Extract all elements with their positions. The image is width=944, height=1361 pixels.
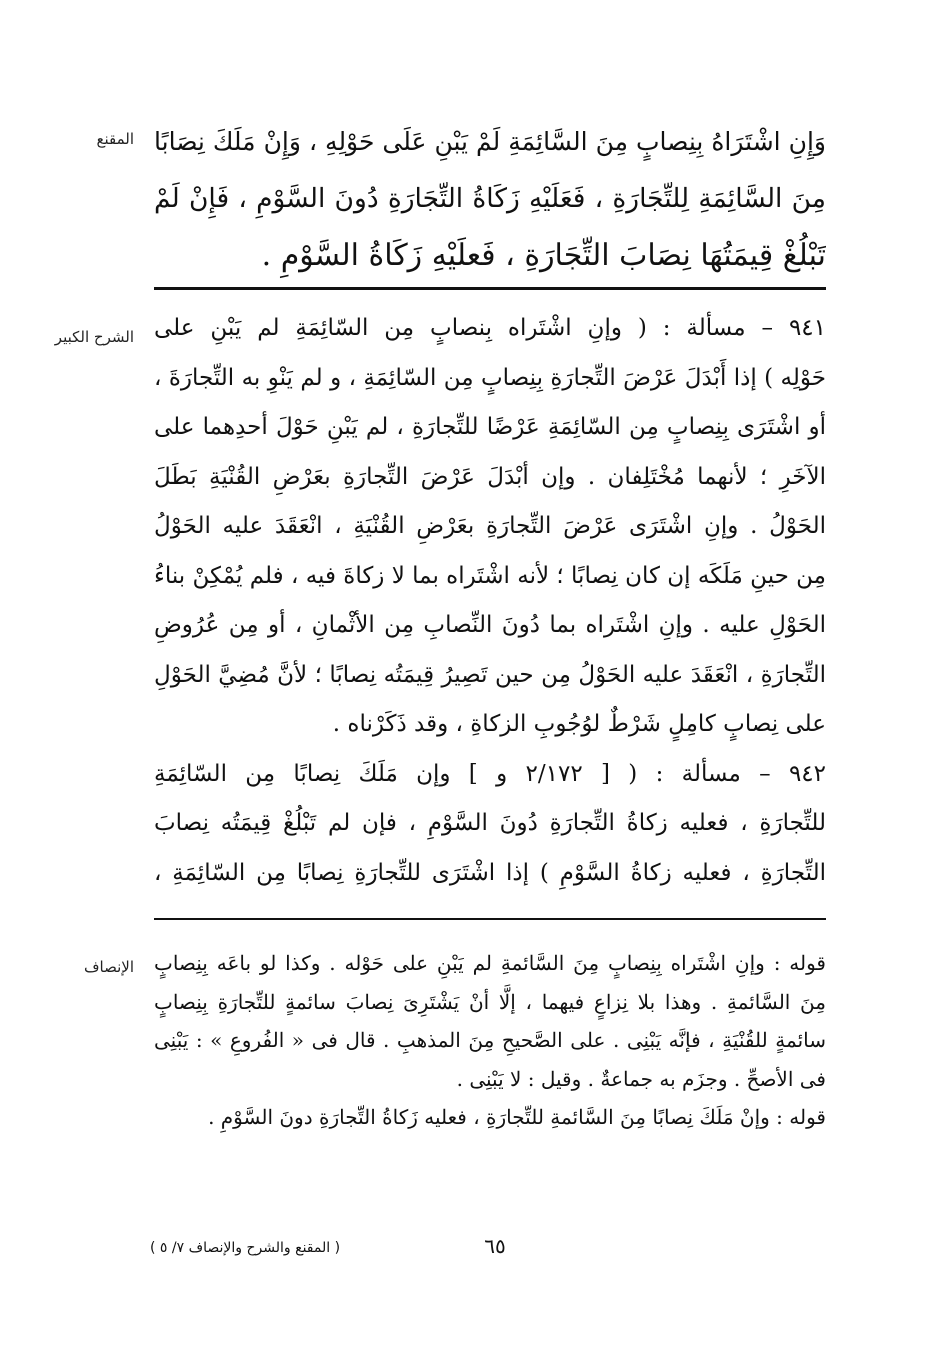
text-line: الحَوْلِ عليه . وإنِ اشْتَراه بما دُونَ النِّصابِ مِن الأثْمانِ ، أو مِن عُرُوضِ bbox=[154, 612, 826, 638]
muqni-text bbox=[154, 113, 826, 284]
text-line: ٩٤١ – مسألة : ( وإنِ اشْتَراه بِنصابٍ مِن السّائِمَةِ لم يَبْنِ على bbox=[154, 315, 826, 341]
text-line: فى الأصحِّ . وجزَم به جماعةٌ . وقيل : لا يَبْنِى . bbox=[456, 1066, 826, 1091]
text-line: قوله : وإنِ اشْتَراه بِنِصابٍ مِنَ السَّائمةِ لم يَبْنِ على حَوْله . وكذا لو باعَه بِنِصابٍ bbox=[154, 951, 826, 975]
page-number: ٦٥ bbox=[484, 1234, 506, 1258]
section-divider bbox=[154, 287, 826, 290]
text-line: قوله : وإنْ مَلَكَ نِصابًا مِنَ السَّائمةِ للتِّجارَةِ ، فعليه زَكاةُ التِّجارَةِ دونَ السَّوْمِ . bbox=[208, 1105, 826, 1129]
text-line: ٩٤٢ – مسألة : ( [ ٢/١٧٢ و ] وإن مَلَكَ نِصابًا مِن السّائِمَةِ bbox=[154, 760, 826, 787]
text-line: التِّجارَةِ ، انْعَقَدَ عليه الحَوْلُ مِن حين تَصِيرُ قِيمَتُه نِصابًا ؛ لأنَّ مُضِيَّ الحَوْلِ bbox=[154, 661, 826, 688]
footer-reference: ( المقنع والشرح والإنصاف ٧/ ٥ ) bbox=[150, 1240, 341, 1256]
margin-label-insaf: الإنصاف bbox=[83, 958, 134, 976]
text-line: الحَوْلُ . وإنِ اشْتَرَى عَرْضَ التِّجارَةِ بعَرْضِ القُنْيَةِ ، انْعَقَدَ عليه الحَوْلُ bbox=[154, 513, 826, 539]
text-line: على نِصابٍ كامِلٍ شَرْطٌ لوُجُوبِ الزكاةِ ، وقد ذَكَرْناه . bbox=[332, 711, 826, 737]
text-line: مِنَ السَّائمةِ . وهذا بلا نِزاعٍ فيهما ، إلَّا أنْ يَشْتَرِىَ نِصابَ سائمةٍ للتِّجارَةِ بِنِصابٍ bbox=[154, 989, 826, 1014]
text-line: تَبْلُغْ قِيمَتُهَا نِصَابَ التِّجَارَةِ ، فَعلَيْهِ زَكَاةُ السَّوْمِ . bbox=[261, 238, 826, 273]
text-line: للتِّجارَةِ ، فعليه زكاةُ التِّجارَةِ دُونَ السَّوْمِ ، فإن لم تَبْلُغْ قِيمَتُه نِصابَ bbox=[154, 810, 826, 836]
text-line: سائمةٍ للقُنْيَةِ ، فإنَّه يَبْنِى . على الصَّحيحِ مِنَ المذهبِ . قال فى « الفُروعِ » : يَبْنِى bbox=[154, 1028, 826, 1052]
text-line: مِنَ السَّائِمَةِ لِلتِّجَارَةِ ، فَعَلَيْهِ زَكَاةُ التِّجَارَةِ دُونَ السَّوْمِ ، فَإِنْ لَمْ bbox=[154, 183, 826, 214]
text-line: مِن حينِ مَلَكَه إن كان نِصابًا ؛ لأنه اشْتَراه بما لا زكاةَ فيه ، فلم يُمْكِنْ بناءُ bbox=[154, 562, 826, 589]
margin-label-sharh: الشرح الكبير bbox=[54, 328, 134, 346]
text-line: الآخَرِ ؛ لأنهما مُخْتَلِفان . وإن أبْدَلَ عَرْضَ التِّجارَةِ بعَرْضِ القُنْيَةِ بَطَلَ bbox=[154, 463, 826, 490]
section-divider bbox=[154, 918, 826, 920]
text-line: حَوْلِه ) إذا أَبْدَلَ عَرْضَ التِّجارَةِ بِنِصابٍ مِن السّائِمَةِ ، و لم يَنْوِ به التِّجارَةَ ، bbox=[154, 364, 826, 391]
insaf-text bbox=[154, 944, 826, 1137]
margin-label-muqni: المقنع bbox=[96, 130, 134, 148]
text-line: التِّجارَةِ ، فعليه زكاةُ السَّوْمِ ) إذا اشْتَرَى للتِّجارَةِ نِصابًا مِن السّائِمَةِ ، bbox=[154, 859, 826, 886]
text-line: وَإِنِ اشْتَرَاهُ بِنِصابٍ مِنَ السَّائِمَةِ لَمْ يَبْنِ عَلَى حَوْلِهِ ، وَإِنْ مَلَكَ نِصَابًا bbox=[154, 127, 826, 156]
text-line: أو اشْتَرَى بِنِصابٍ مِن السّائِمَةِ عَرْضًا للتِّجارَةِ ، لم يَبْنِ حَوْلَ أحدِهما على bbox=[154, 414, 826, 440]
sharh-text bbox=[154, 304, 826, 898]
